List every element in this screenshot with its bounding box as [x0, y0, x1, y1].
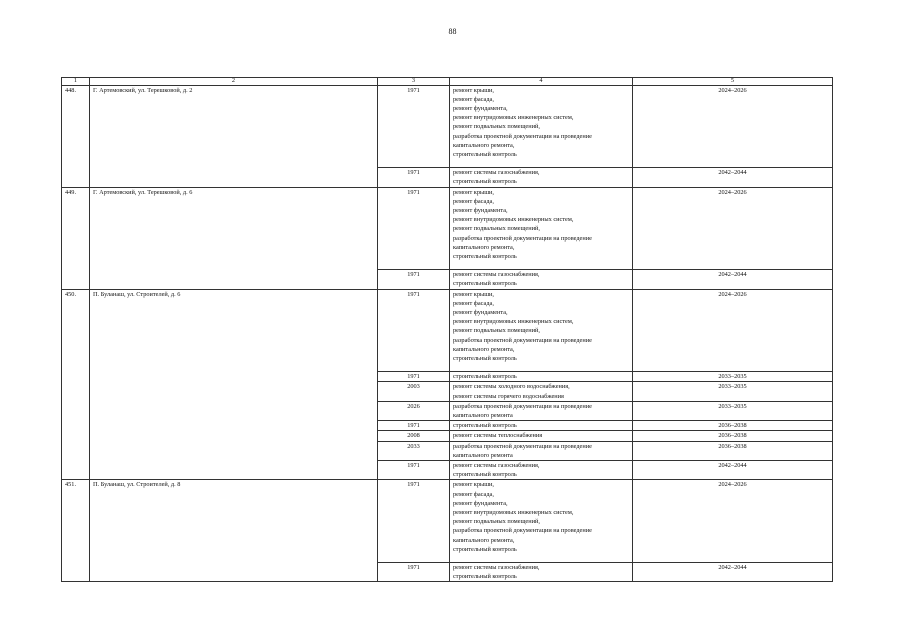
table-header-row	[62, 78, 833, 86]
period-cell: 2036–2038	[633, 441, 833, 460]
row-number: 451.	[62, 480, 90, 582]
table-row	[62, 85, 833, 168]
work-item: ремонт подвальных помещений,	[453, 327, 540, 335]
work-item: ремонт фундамента,	[453, 206, 508, 214]
year-cell: 1971	[378, 168, 450, 187]
period-cell: 2024–2026	[633, 187, 833, 270]
work-item: строительный контроль	[453, 573, 517, 581]
work-item: строительный контроль	[453, 178, 517, 186]
work-item: строительный контроль	[453, 471, 517, 479]
works-cell	[450, 441, 633, 460]
year-cell: 1971	[378, 85, 450, 168]
period-cell: 2033–2035	[633, 382, 833, 401]
work-item: разработка проектной документации на проведение	[453, 336, 592, 344]
work-item: ремонт фасада,	[453, 490, 494, 498]
year-cell: 1971	[378, 563, 450, 582]
work-item: ремонт фасада,	[453, 197, 494, 205]
work-item: ремонт фасада,	[453, 299, 494, 307]
period-cell: 2036–2038	[633, 431, 833, 441]
works-cell	[450, 168, 633, 187]
period-cell: 2042–2044	[633, 563, 833, 582]
works-cell	[450, 401, 633, 420]
period-cell: 2033–2035	[633, 401, 833, 420]
building-address: Г. Артемовский, ул. Терешковой, д. 6	[90, 187, 378, 289]
year-cell: 1971	[378, 289, 450, 372]
works-cell	[450, 382, 633, 401]
work-item: капитального ремонта	[453, 412, 513, 419]
work-item: ремонт фундамента,	[453, 308, 508, 316]
work-item: капитального ремонта	[453, 451, 513, 459]
period-cell: 2042–2044	[633, 270, 833, 289]
work-item: строительный контроль	[453, 252, 517, 260]
work-item: ремонт системы газоснабжения,	[453, 169, 540, 177]
work-item: ремонт фундамента,	[453, 104, 508, 112]
work-item: строительный контроль	[453, 280, 517, 288]
year-cell: 1971	[378, 372, 450, 382]
works-cell	[450, 421, 633, 431]
works-cell	[450, 480, 633, 563]
work-item: ремонт подвальных помещений,	[453, 518, 540, 526]
building-address: П. Буланаш, ул. Строителей, д. 6	[90, 289, 378, 480]
year-cell: 2026	[378, 401, 450, 420]
works-cell	[450, 85, 633, 168]
year-cell: 1971	[378, 480, 450, 563]
table-row	[62, 187, 833, 270]
header-cell: 1	[62, 78, 90, 86]
work-item: строительный контроль	[453, 545, 517, 553]
year-cell: 2003	[378, 382, 450, 401]
year-cell: 2008	[378, 431, 450, 441]
work-item: разработка проектной документации на проведение	[453, 132, 592, 140]
work-item: ремонт внутридомовых инженерных систем,	[453, 114, 574, 122]
works-cell	[450, 431, 633, 441]
work-item: ремонт системы газоснабжения,	[453, 271, 540, 279]
work-item: ремонт внутридомовых инженерных систем,	[453, 509, 574, 517]
work-item: разработка проектной документации на проведение	[453, 442, 592, 450]
row-number: 448.	[62, 85, 90, 187]
work-item: ремонт внутридомовых инженерных систем,	[453, 216, 574, 224]
work-item: строительный контроль	[453, 373, 517, 381]
work-item: ремонт системы теплоснабжения	[453, 432, 543, 440]
year-cell: 1971	[378, 461, 450, 480]
table-row	[62, 289, 833, 372]
period-cell: 2033–2035	[633, 372, 833, 382]
header-cell: 3	[378, 78, 450, 86]
page-number: 88	[448, 27, 457, 36]
works-cell	[450, 270, 633, 289]
works-cell	[450, 563, 633, 582]
work-item: разработка проектной документации на проведение	[453, 402, 592, 410]
work-item: ремонт крыши,	[453, 290, 495, 298]
work-item: ремонт фасада,	[453, 95, 494, 103]
work-item: разработка проектной документации на проведение	[453, 234, 592, 242]
work-item: ремонт крыши,	[453, 86, 495, 94]
work-item: строительный контроль	[453, 422, 517, 430]
works-cell	[450, 289, 633, 372]
row-number: 449.	[62, 187, 90, 289]
year-cell: 1971	[378, 187, 450, 270]
work-item: ремонт крыши,	[453, 188, 495, 196]
work-item: ремонт внутридомовых инженерных систем,	[453, 318, 574, 326]
header-cell: 2	[90, 78, 378, 86]
work-item: капитального ремонта,	[453, 536, 515, 544]
work-item: разработка проектной документации на проведение	[453, 527, 592, 535]
work-item: ремонт системы газоснабжения,	[453, 462, 540, 470]
building-address: П. Буланаш, ул. Строителей, д. 8	[90, 480, 378, 582]
work-item: ремонт подвальных помещений,	[453, 225, 540, 233]
work-item: строительный контроль	[453, 354, 517, 362]
table-body	[62, 85, 833, 582]
work-item: капитального ремонта,	[453, 345, 515, 353]
header-cell: 5	[633, 78, 833, 86]
work-item: капитального ремонта,	[453, 141, 515, 149]
work-item: капитального ремонта,	[453, 243, 515, 251]
work-item: ремонт крыши,	[453, 481, 495, 489]
period-cell: 2042–2044	[633, 461, 833, 480]
building-address: Г. Артемовский, ул. Терешковой, д. 2	[90, 85, 378, 187]
period-cell: 2024–2026	[633, 289, 833, 372]
year-cell: 1971	[378, 270, 450, 289]
period-cell: 2042–2044	[633, 168, 833, 187]
header-cell: 4	[450, 78, 633, 86]
work-item: ремонт системы горячего водоснабжения	[453, 392, 564, 400]
work-item: ремонт фундамента,	[453, 499, 508, 507]
works-cell	[450, 372, 633, 382]
period-cell: 2024–2026	[633, 480, 833, 563]
work-item: ремонт подвальных помещений,	[453, 123, 540, 131]
work-item: ремонт системы холодного водоснабжения,	[453, 383, 570, 391]
work-item: строительный контроль	[453, 150, 517, 158]
work-item: ремонт системы газоснабжения,	[453, 564, 540, 572]
period-cell: 2036–2038	[633, 421, 833, 431]
year-cell: 2033	[378, 441, 450, 460]
table-row	[62, 480, 833, 563]
works-cell	[450, 187, 633, 270]
row-number: 450.	[62, 289, 90, 480]
year-cell: 1971	[378, 421, 450, 431]
repair-schedule-table	[61, 77, 833, 582]
works-cell	[450, 461, 633, 480]
period-cell: 2024–2026	[633, 85, 833, 168]
